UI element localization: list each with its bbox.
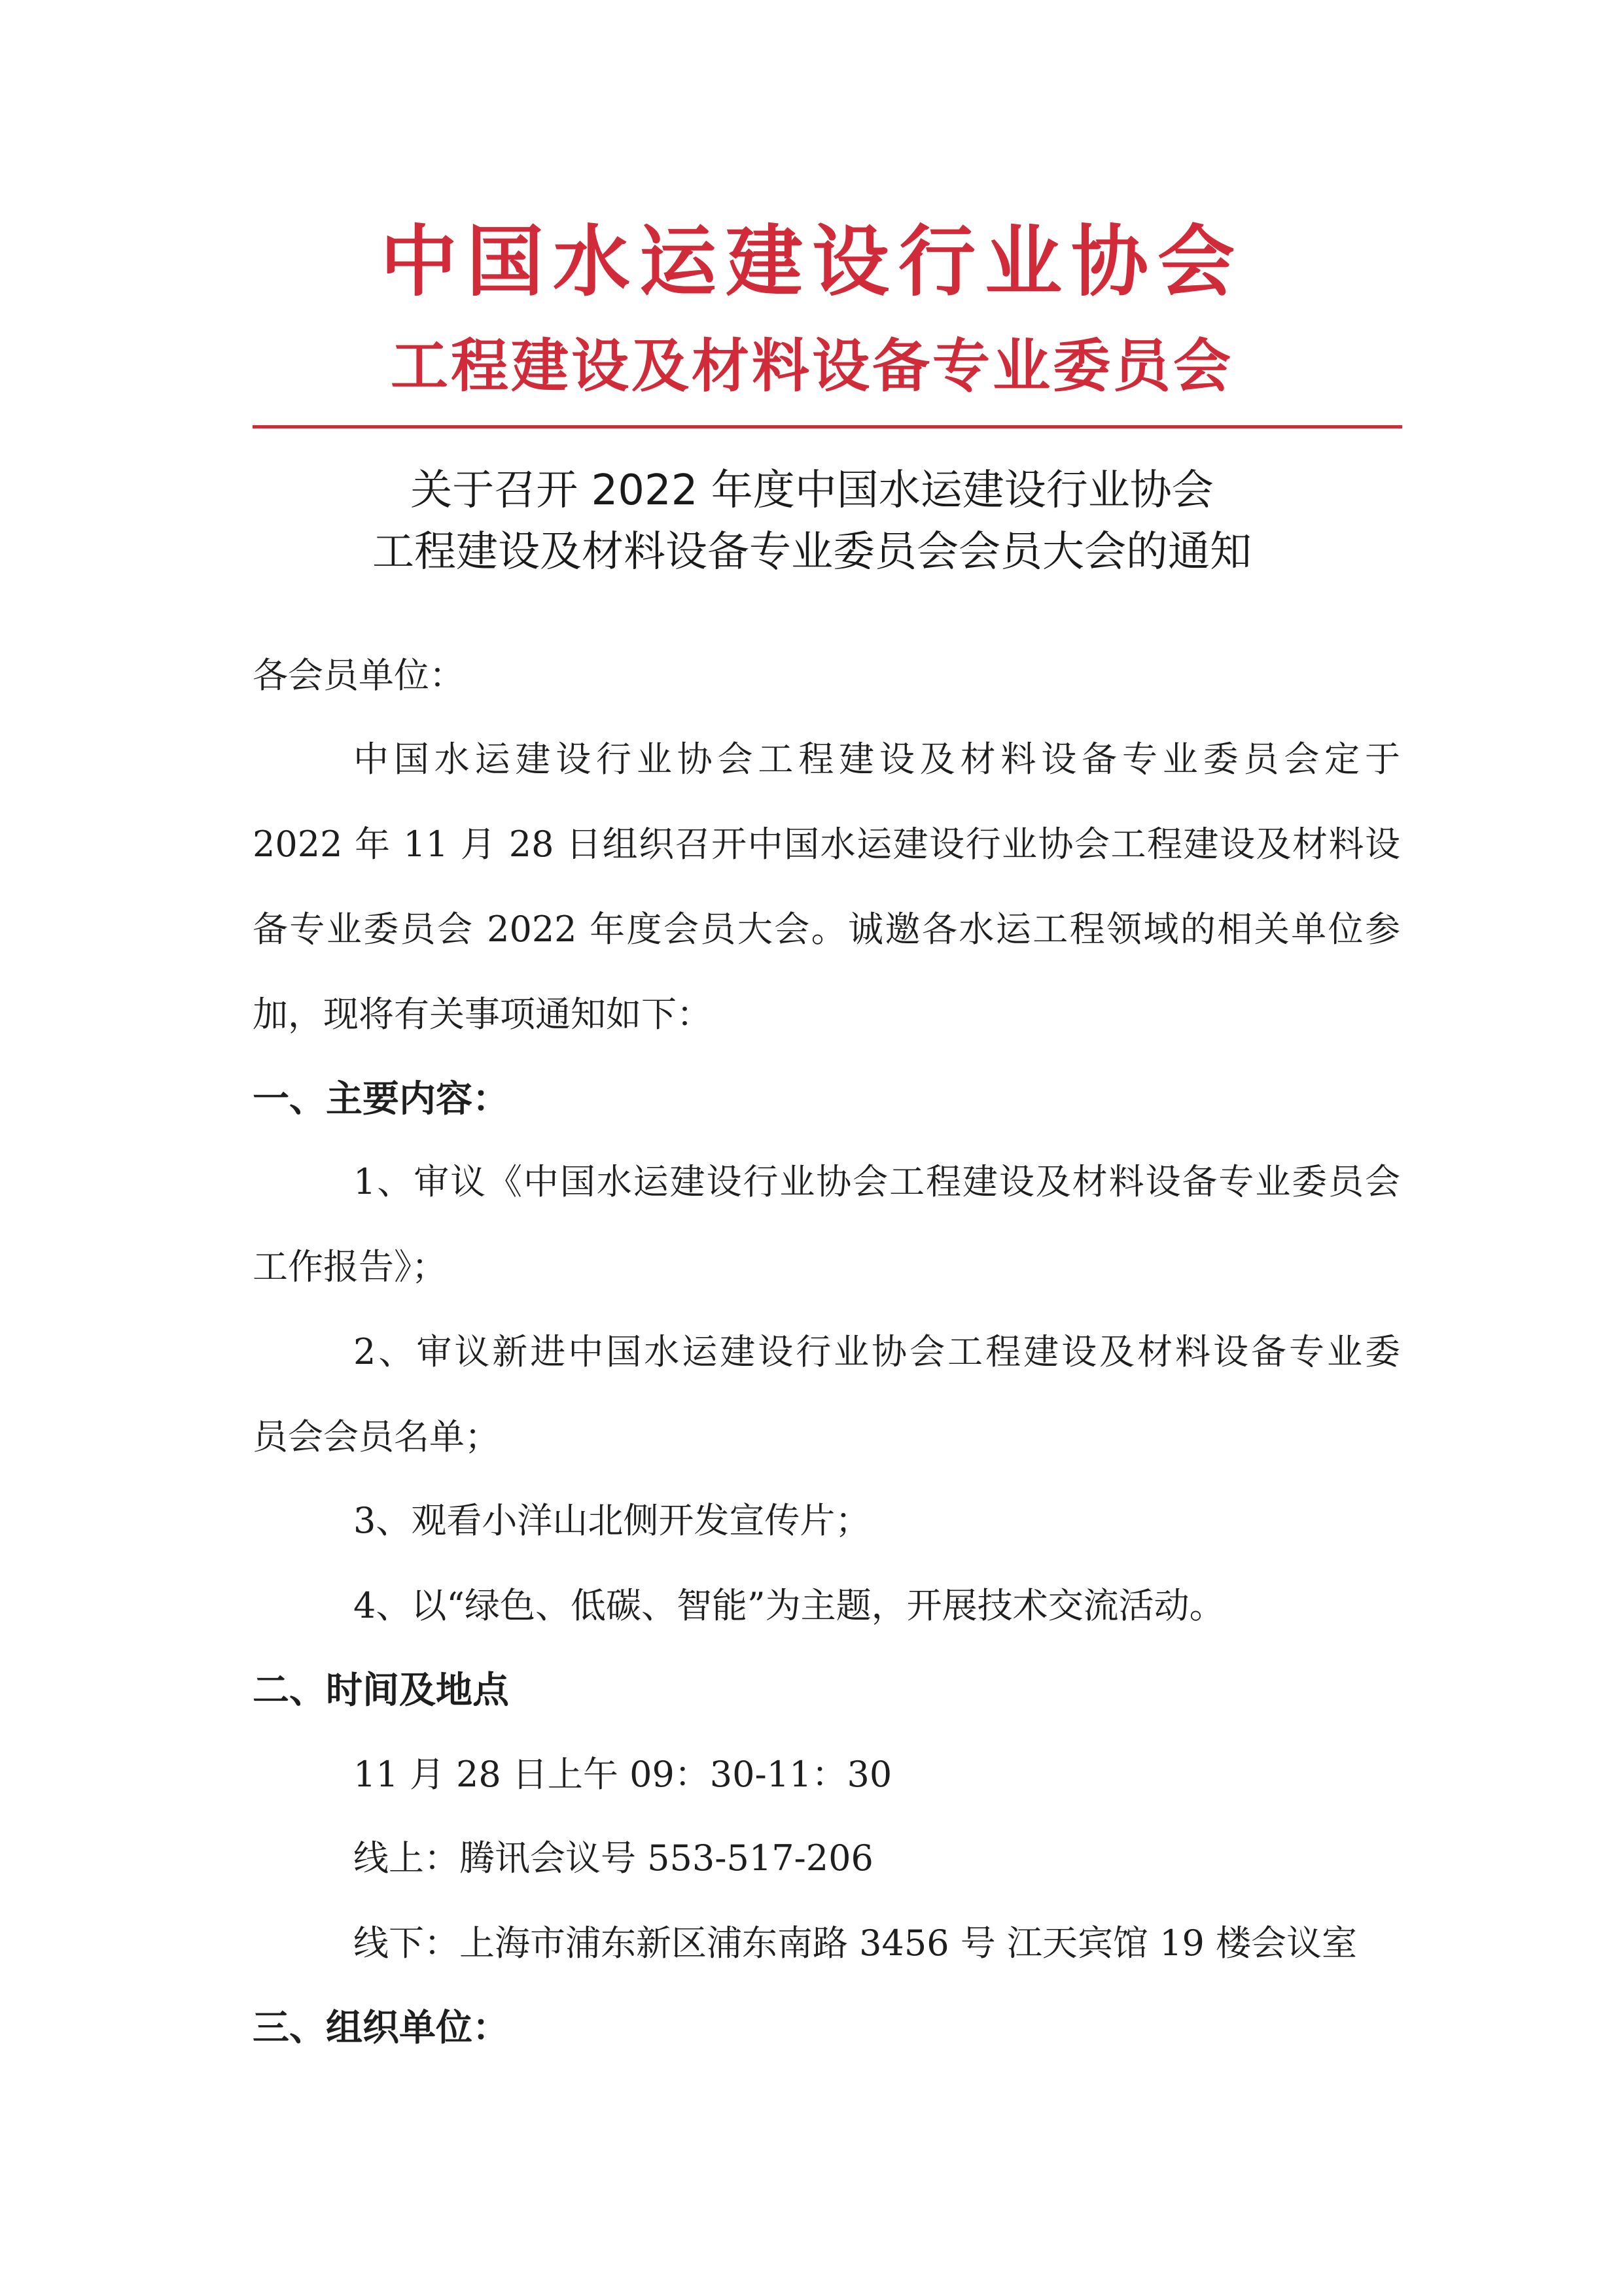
- section-1-item-4: 4、以“绿色、低碳、智能”为主题，开展技术交流活动。: [353, 1585, 1225, 1626]
- intro-line-2: 2022 年 11 月 28 日组织召开中国水运建设行业协会工程建设及材料设: [253, 824, 1400, 865]
- meeting-online: 线上：腾讯会议号 553-517-206: [353, 1837, 874, 1879]
- meeting-time: 11 月 28 日上午 09：30-11：30: [353, 1754, 892, 1795]
- notice-title-line-2: 工程建设及材料设备专业委员会会员大会的通知: [372, 528, 1252, 576]
- section-1-item-1-line-2: 工作报告》；: [253, 1246, 447, 1287]
- meeting-offline: 线下：上海市浦东新区浦东南路 3456 号 江天宾馆 19 楼会议室: [353, 1922, 1357, 1964]
- section-1-item-3: 3、观看小洋山北侧开发宣传片；: [353, 1500, 871, 1541]
- notice-title-line-1: 关于召开 2022 年度中国水运建设行业协会: [410, 466, 1214, 515]
- section-2-heading: 二、时间及地点: [253, 1669, 509, 1712]
- section-1-item-2-line-2: 员会会员名单；: [253, 1416, 500, 1457]
- letterhead-org-name: 中国水运建设行业协会: [380, 217, 1244, 307]
- section-1-item-1-line-1: 1、审议《中国水运建设行业协会工程建设及材料设备专业委员会: [353, 1161, 1400, 1202]
- section-1-heading: 一、主要内容：: [253, 1078, 509, 1121]
- intro-line-1: 中国水运建设行业协会工程建设及材料设备专业委员会定于: [353, 739, 1400, 780]
- section-3-heading: 三、组织单位：: [253, 2007, 509, 2049]
- salutation: 各会员单位：: [253, 655, 465, 696]
- section-1-item-2-line-1: 2、审议新进中国水运建设行业协会工程建设及材料设备专业委: [353, 1331, 1400, 1372]
- intro-line-3: 备专业委员会 2022 年度会员大会。诚邀各水运工程领域的相关单位参: [253, 909, 1400, 950]
- letterhead-committee-name: 工程建设及材料设备专业委员会: [390, 332, 1233, 400]
- intro-line-4: 加，现将有关事项通知如下：: [253, 994, 712, 1035]
- letterhead-divider: [253, 425, 1402, 428]
